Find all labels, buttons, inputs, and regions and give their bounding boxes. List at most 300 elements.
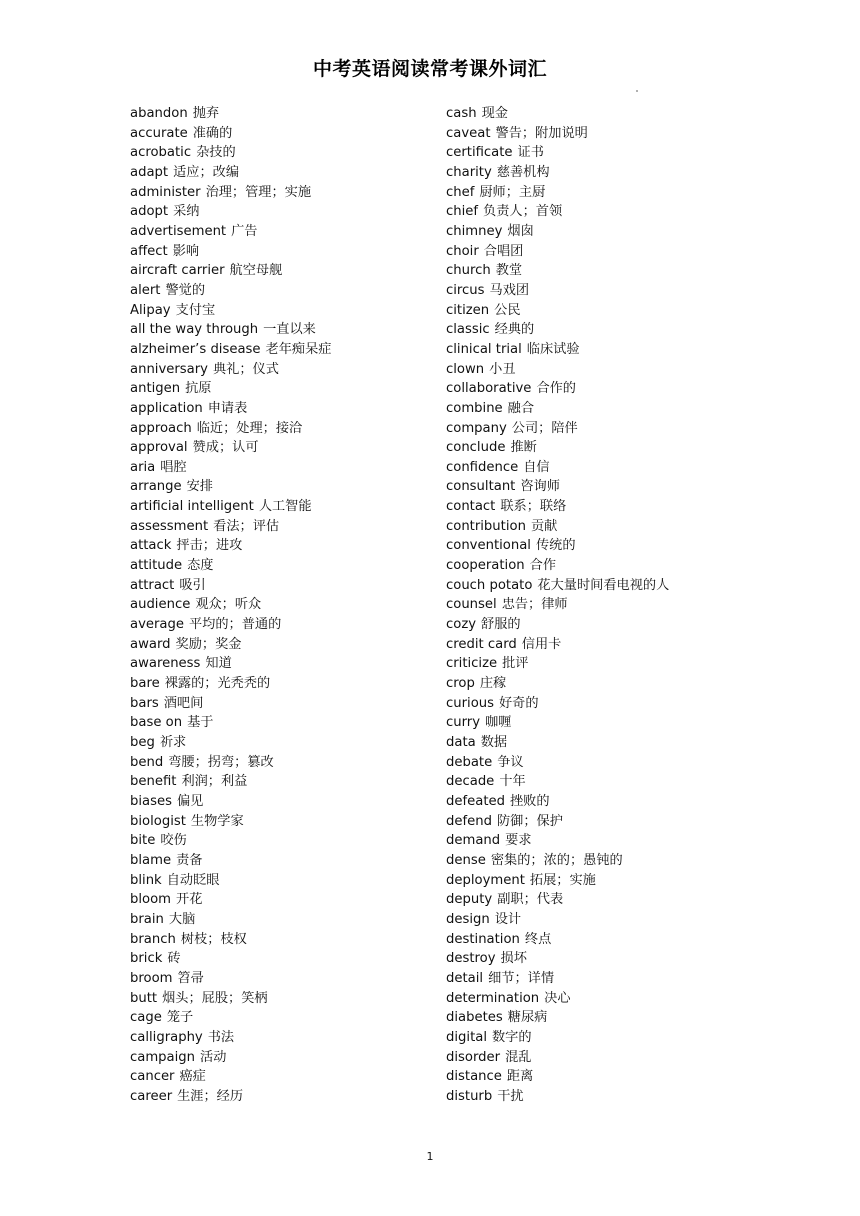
vocab-word: cancer bbox=[130, 1069, 175, 1085]
vocab-meaning: 损坏 bbox=[500, 951, 527, 967]
vocab-entry bbox=[130, 930, 430, 950]
vocab-word: adopt bbox=[130, 204, 169, 220]
vocab-word: bend bbox=[130, 754, 164, 770]
vocab-entry bbox=[130, 969, 430, 989]
vocab-entry bbox=[446, 635, 776, 655]
vocab-meaning: 治理；管理；实施 bbox=[205, 184, 312, 200]
vocab-meaning: 开花 bbox=[176, 892, 203, 908]
vocab-meaning: 弯腰；拐弯；篡改 bbox=[168, 754, 274, 770]
vocab-entry bbox=[446, 163, 776, 183]
vocab-entry bbox=[130, 340, 430, 360]
vocab-word: aria bbox=[130, 459, 156, 475]
vocab-word: blame bbox=[130, 852, 172, 868]
vocab-entry bbox=[446, 969, 776, 989]
vocab-entry bbox=[446, 595, 776, 615]
vocab-entry bbox=[130, 399, 430, 419]
vocab-meaning: 厨师；主厨 bbox=[479, 184, 546, 200]
vocab-meaning: 混乱 bbox=[505, 1049, 532, 1065]
vocab-meaning: 观众；听众 bbox=[195, 597, 262, 613]
vocab-entry bbox=[446, 772, 776, 792]
vocab-word: clown bbox=[446, 361, 485, 377]
vocab-entry bbox=[446, 694, 776, 714]
vocab-meaning: 酒吧间 bbox=[163, 695, 204, 711]
vocab-word: cash bbox=[446, 106, 477, 121]
vocab-meaning: 自动眨眼 bbox=[166, 872, 220, 888]
vocab-meaning: 负责人；首领 bbox=[483, 204, 563, 220]
vocab-entry bbox=[446, 124, 776, 144]
vocab-meaning: 咖喱 bbox=[485, 715, 512, 731]
vocab-word: cozy bbox=[446, 617, 477, 633]
vocab-meaning: 副职；代表 bbox=[497, 892, 564, 908]
vocab-entry bbox=[446, 753, 776, 773]
vocab-word: biologist bbox=[130, 813, 186, 829]
vocab-entry bbox=[130, 143, 430, 163]
vocab-entry bbox=[130, 674, 430, 694]
vocab-meaning: 生涯；经历 bbox=[177, 1088, 244, 1104]
vocab-word: anniversary bbox=[130, 361, 208, 377]
vocab-meaning: 知道 bbox=[205, 656, 232, 672]
vocab-meaning: 公司；陪伴 bbox=[511, 420, 578, 436]
vocab-meaning: 唱腔 bbox=[160, 459, 187, 475]
vocab-entry bbox=[130, 595, 430, 615]
vocab-entry bbox=[446, 360, 776, 380]
vocab-meaning: 杂技的 bbox=[196, 145, 236, 161]
vocab-word: advertisement bbox=[130, 223, 227, 239]
vocab-meaning: 适应；改编 bbox=[173, 164, 240, 180]
vocab-meaning: 庄稼 bbox=[479, 676, 507, 692]
vocab-entry bbox=[446, 261, 776, 281]
vocab-word: crop bbox=[446, 676, 475, 692]
vocab-word: approval bbox=[130, 440, 188, 456]
vocab-entry bbox=[130, 517, 430, 537]
vocab-word: broom bbox=[130, 970, 173, 986]
vocab-meaning: 偏见 bbox=[176, 793, 204, 809]
vocab-entry bbox=[130, 477, 430, 497]
vocab-word: calligraphy bbox=[130, 1029, 203, 1045]
vocab-entry bbox=[130, 713, 430, 733]
vocab-word: cooperation bbox=[446, 558, 525, 574]
vocab-word: determination bbox=[446, 990, 540, 1006]
vocab-word: career bbox=[130, 1088, 173, 1104]
vocab-entry bbox=[446, 536, 776, 556]
vocab-entry bbox=[446, 910, 776, 930]
vocab-word: distance bbox=[446, 1069, 502, 1085]
vocab-meaning: 安排 bbox=[186, 479, 213, 495]
vocab-word: attitude bbox=[130, 558, 183, 574]
vocab-meaning: 利润；利益 bbox=[181, 774, 248, 790]
vocab-meaning: 烟囱 bbox=[507, 223, 534, 239]
vocab-entry bbox=[130, 104, 430, 124]
vocab-meaning: 裸露的；光秃秃的 bbox=[164, 676, 271, 692]
vocab-meaning: 拓展；实施 bbox=[529, 872, 596, 888]
vocab-word: deputy bbox=[446, 892, 493, 908]
vocab-word: decade bbox=[446, 774, 495, 790]
vocab-entry bbox=[446, 654, 776, 674]
vocab-meaning: 典礼；仪式 bbox=[212, 361, 279, 377]
vocab-entry bbox=[446, 831, 776, 851]
page-number: 1 bbox=[426, 1150, 434, 1163]
vocab-word: chimney bbox=[446, 223, 503, 239]
vocab-word: accurate bbox=[130, 125, 188, 141]
vocab-meaning: 奖励；奖金 bbox=[175, 636, 242, 652]
vocab-word: deployment bbox=[446, 872, 525, 888]
vocab-entry bbox=[130, 222, 430, 242]
vocab-word: curious bbox=[446, 695, 494, 711]
vocab-entry bbox=[446, 281, 776, 301]
vocab-word: bloom bbox=[130, 892, 172, 908]
vocab-entry bbox=[130, 360, 430, 380]
vocab-entry bbox=[446, 202, 776, 222]
vocab-meaning: 活动 bbox=[200, 1049, 227, 1065]
vocab-word: Alipay bbox=[130, 302, 171, 318]
vocab-entry bbox=[130, 497, 430, 517]
vocab-word: design bbox=[446, 911, 490, 927]
vocab-meaning: 贡献 bbox=[530, 518, 558, 534]
vocab-word: clinical trial bbox=[446, 341, 522, 357]
vocab-entry bbox=[446, 949, 776, 969]
vocab-word: butt bbox=[130, 990, 158, 1006]
vocab-word: collaborative bbox=[446, 381, 532, 397]
vocab-meaning: 设计 bbox=[494, 911, 522, 927]
vocab-meaning: 支付宝 bbox=[175, 302, 216, 318]
vocab-word: branch bbox=[130, 931, 176, 947]
vocab-word: data bbox=[446, 735, 476, 750]
vocab-meaning: 要求 bbox=[505, 833, 532, 849]
vocab-entry bbox=[130, 1028, 430, 1048]
vocab-entry bbox=[130, 1008, 430, 1028]
vocab-entry bbox=[446, 477, 776, 497]
vocab-entry bbox=[446, 1067, 776, 1087]
vocab-meaning: 数字的 bbox=[492, 1029, 532, 1045]
vocab-meaning: 警觉的 bbox=[165, 282, 206, 298]
vocab-word: bars bbox=[130, 695, 159, 711]
vocab-entry bbox=[446, 242, 776, 262]
vocab-word: alzheimer’s disease bbox=[130, 341, 261, 357]
vocab-entry bbox=[446, 301, 776, 321]
vocab-word: approach bbox=[130, 420, 192, 436]
vocab-meaning: 临近；处理；接洽 bbox=[196, 420, 303, 436]
vocab-meaning: 赞成；认可 bbox=[192, 440, 259, 456]
vocab-word: conclude bbox=[446, 440, 506, 456]
vocab-meaning: 生物学家 bbox=[190, 813, 244, 829]
vocab-word: arrange bbox=[130, 479, 182, 495]
vocab-meaning: 咨询师 bbox=[520, 479, 560, 495]
vocab-word: assessment bbox=[130, 518, 209, 534]
vocab-entry bbox=[130, 635, 430, 655]
vocab-entry bbox=[130, 124, 430, 144]
vocab-meaning: 抗原 bbox=[185, 381, 212, 397]
vocab-entry bbox=[130, 163, 430, 183]
vocab-word: circus bbox=[446, 282, 485, 298]
vocab-entry bbox=[130, 379, 430, 399]
vocab-meaning: 书法 bbox=[207, 1029, 235, 1045]
vocab-entry bbox=[130, 851, 430, 871]
vocab-entry bbox=[446, 340, 776, 360]
vocab-word: demand bbox=[446, 833, 501, 849]
vocab-word: brain bbox=[130, 911, 164, 927]
vocab-word: alert bbox=[130, 282, 161, 298]
vocab-word: adapt bbox=[130, 164, 169, 180]
vocab-word: contribution bbox=[446, 518, 526, 534]
vocab-entry bbox=[446, 1087, 776, 1107]
vocab-word: destroy bbox=[446, 951, 496, 967]
vocab-word: confidence bbox=[446, 459, 519, 475]
vocab-word: credit card bbox=[446, 636, 517, 652]
vocab-entry bbox=[130, 536, 430, 556]
vocab-meaning: 合唱团 bbox=[483, 243, 524, 259]
vocab-meaning: 争议 bbox=[497, 754, 524, 770]
vocab-entry bbox=[130, 1087, 430, 1107]
vocab-word: attract bbox=[130, 577, 175, 593]
vocab-meaning: 基于 bbox=[187, 715, 214, 731]
vocab-entry bbox=[446, 733, 776, 753]
vocab-word: biases bbox=[130, 793, 172, 809]
vocab-word: couch potato bbox=[446, 577, 533, 593]
vocab-meaning: 信用卡 bbox=[521, 636, 562, 652]
vocab-meaning: 采纳 bbox=[173, 204, 200, 220]
vocab-meaning: 临床试验 bbox=[526, 341, 580, 357]
vocab-meaning: 推断 bbox=[510, 440, 537, 456]
vocab-entry bbox=[130, 615, 430, 635]
vocab-meaning: 慈善机构 bbox=[496, 164, 550, 180]
vocab-word: administer bbox=[130, 184, 201, 200]
vocab-entry bbox=[130, 1048, 430, 1068]
vocab-entry bbox=[446, 792, 776, 812]
vocabulary-column-right bbox=[446, 104, 776, 1106]
vocab-meaning: 态度 bbox=[187, 558, 214, 574]
vocab-word: caveat bbox=[446, 125, 491, 141]
vocab-entry bbox=[446, 1048, 776, 1068]
vocab-meaning: 祈求 bbox=[159, 735, 187, 750]
vocab-entry bbox=[446, 379, 776, 399]
vocab-word: counsel bbox=[446, 597, 497, 613]
vocab-meaning: 舒服的 bbox=[481, 617, 521, 633]
vocab-word: attack bbox=[130, 538, 172, 554]
vocab-entry bbox=[130, 301, 430, 321]
page-title: 中考英语阅读常考课外词汇 bbox=[312, 58, 547, 80]
vocab-meaning: 好奇的 bbox=[499, 695, 539, 711]
vocab-entry bbox=[446, 1028, 776, 1048]
vocab-entry bbox=[130, 772, 430, 792]
vocab-word: bare bbox=[130, 676, 160, 692]
vocab-entry bbox=[130, 890, 430, 910]
vocab-meaning: 传统的 bbox=[535, 538, 576, 554]
vocab-meaning: 影响 bbox=[172, 243, 200, 259]
vocab-word: blink bbox=[130, 872, 162, 888]
vocab-meaning: 决心 bbox=[544, 990, 571, 1006]
vocab-word: dense bbox=[446, 852, 486, 868]
vocab-word: awareness bbox=[130, 656, 201, 672]
vocab-meaning: 终点 bbox=[524, 931, 552, 947]
vocab-meaning: 距离 bbox=[506, 1069, 534, 1085]
vocab-meaning: 融合 bbox=[507, 400, 535, 416]
vocab-entry bbox=[446, 812, 776, 832]
vocab-entry bbox=[130, 1067, 430, 1087]
vocab-entry bbox=[446, 851, 776, 871]
vocab-entry bbox=[130, 910, 430, 930]
vocab-entry bbox=[446, 143, 776, 163]
vocab-word: criticize bbox=[446, 656, 498, 672]
vocab-entry bbox=[130, 202, 430, 222]
vocab-word: defeated bbox=[446, 793, 505, 809]
vocab-meaning: 吸引 bbox=[179, 577, 206, 593]
vocab-meaning: 教堂 bbox=[495, 263, 523, 279]
vocab-word: disorder bbox=[446, 1049, 501, 1065]
vocab-meaning: 公民 bbox=[494, 302, 521, 318]
vocab-word: defend bbox=[446, 813, 492, 829]
vocab-word: certificate bbox=[446, 145, 513, 161]
vocab-meaning: 癌症 bbox=[179, 1069, 206, 1085]
vocab-meaning: 现金 bbox=[481, 106, 508, 121]
vocab-entry bbox=[130, 831, 430, 851]
vocab-entry bbox=[130, 281, 430, 301]
vocab-word: artificial intelligent bbox=[130, 499, 254, 515]
vocab-entry bbox=[446, 713, 776, 733]
vocab-entry bbox=[446, 222, 776, 242]
vocab-word: company bbox=[446, 420, 507, 436]
vocab-meaning: 申请表 bbox=[207, 400, 248, 416]
vocab-word: conventional bbox=[446, 538, 531, 554]
vocab-meaning: 忠告；律师 bbox=[501, 597, 568, 613]
vocab-word: cage bbox=[130, 1010, 162, 1026]
vocab-entry bbox=[130, 812, 430, 832]
vocab-meaning: 航空母舰 bbox=[229, 263, 283, 279]
vocab-meaning: 证书 bbox=[517, 145, 544, 161]
vocab-meaning: 准确的 bbox=[192, 125, 233, 141]
vocab-entry bbox=[446, 615, 776, 635]
vocab-entry bbox=[130, 989, 430, 1009]
vocab-entry bbox=[130, 320, 430, 340]
vocab-entry bbox=[130, 733, 430, 753]
vocab-word: combine bbox=[446, 400, 503, 416]
vocab-meaning: 防御；保护 bbox=[496, 813, 563, 829]
vocab-meaning: 花大量时间看电视的人 bbox=[537, 577, 670, 593]
vocab-entry bbox=[446, 871, 776, 891]
vocab-meaning: 大脑 bbox=[168, 911, 196, 927]
vocab-entry bbox=[130, 419, 430, 439]
vocab-word: campaign bbox=[130, 1049, 196, 1065]
vocab-entry bbox=[130, 458, 430, 478]
vocab-entry bbox=[130, 654, 430, 674]
vocab-word: base on bbox=[130, 715, 183, 731]
vocab-word: acrobatic bbox=[130, 145, 192, 161]
vocab-meaning: 老年痴呆症 bbox=[265, 341, 332, 357]
vocab-meaning: 合作 bbox=[529, 558, 557, 574]
vocab-meaning: 干扰 bbox=[497, 1088, 524, 1104]
vocab-meaning: 笤帚 bbox=[177, 970, 204, 986]
vocab-meaning: 糖尿病 bbox=[507, 1010, 548, 1026]
vocab-entry bbox=[130, 576, 430, 596]
vocab-meaning: 广告 bbox=[231, 223, 258, 239]
vocab-entry bbox=[130, 183, 430, 203]
vocab-entry bbox=[446, 419, 776, 439]
vocab-word: brick bbox=[130, 951, 163, 967]
stray-dot-mark bbox=[636, 90, 638, 92]
vocab-word: antigen bbox=[130, 381, 181, 397]
vocab-meaning: 自信 bbox=[523, 459, 550, 475]
vocab-meaning: 联系；联络 bbox=[500, 499, 567, 515]
vocab-word: chief bbox=[446, 204, 479, 220]
vocab-meaning: 烟头；屁股；笑柄 bbox=[162, 990, 268, 1006]
vocab-entry bbox=[446, 497, 776, 517]
vocab-entry bbox=[130, 792, 430, 812]
vocab-meaning: 小丑 bbox=[489, 361, 516, 377]
vocab-entry bbox=[446, 438, 776, 458]
vocab-meaning: 密集的；浓的；愚钝的 bbox=[490, 852, 623, 868]
vocab-word: digital bbox=[446, 1029, 487, 1045]
vocab-meaning: 一直以来 bbox=[263, 322, 316, 338]
vocab-word: citizen bbox=[446, 302, 490, 318]
vocab-word: destination bbox=[446, 931, 520, 947]
vocab-entry bbox=[130, 753, 430, 773]
vocab-word: affect bbox=[130, 243, 168, 259]
vocab-word: benefit bbox=[130, 774, 177, 790]
vocab-word: disturb bbox=[446, 1088, 493, 1104]
vocab-meaning: 抨击；进攻 bbox=[176, 538, 243, 554]
vocab-meaning: 十年 bbox=[499, 774, 526, 790]
vocab-entry bbox=[446, 576, 776, 596]
vocab-word: charity bbox=[446, 164, 492, 180]
vocab-entry bbox=[446, 183, 776, 203]
vocab-entry bbox=[130, 694, 430, 714]
vocab-entry bbox=[446, 556, 776, 576]
vocab-meaning: 人工智能 bbox=[258, 499, 312, 515]
vocab-entry bbox=[446, 1008, 776, 1028]
vocab-word: debate bbox=[446, 754, 493, 770]
vocab-entry bbox=[446, 674, 776, 694]
vocab-word: classic bbox=[446, 322, 490, 338]
vocab-meaning: 砖 bbox=[167, 951, 181, 967]
vocab-word: curry bbox=[446, 715, 481, 731]
vocab-word: audience bbox=[130, 597, 191, 613]
vocab-meaning: 细节；详情 bbox=[488, 970, 555, 986]
vocab-entry bbox=[130, 261, 430, 281]
vocab-meaning: 笼子 bbox=[166, 1010, 194, 1026]
vocab-word: consultant bbox=[446, 479, 516, 495]
vocab-word: contact bbox=[446, 499, 496, 515]
vocab-meaning: 树枝；枝权 bbox=[180, 931, 247, 947]
vocab-word: average bbox=[130, 617, 184, 633]
vocab-entry bbox=[446, 517, 776, 537]
vocab-entry bbox=[446, 989, 776, 1009]
vocab-meaning: 咬伤 bbox=[160, 833, 187, 849]
vocab-entry bbox=[446, 890, 776, 910]
vocab-entry bbox=[446, 104, 776, 124]
vocab-meaning: 经典的 bbox=[494, 322, 535, 338]
vocab-meaning: 抛弃 bbox=[192, 106, 220, 121]
vocab-word: application bbox=[130, 400, 203, 416]
vocab-entry bbox=[446, 930, 776, 950]
vocab-word: choir bbox=[446, 243, 479, 259]
vocab-entry bbox=[130, 871, 430, 891]
vocab-entry bbox=[130, 438, 430, 458]
vocab-entry bbox=[130, 949, 430, 969]
vocab-meaning: 数据 bbox=[480, 735, 508, 750]
vocab-word: abandon bbox=[130, 106, 188, 121]
vocab-word: detail bbox=[446, 970, 484, 986]
vocab-entry bbox=[446, 458, 776, 478]
vocab-meaning: 警告；附加说明 bbox=[495, 125, 588, 141]
vocab-meaning: 合作的 bbox=[536, 381, 576, 397]
vocab-meaning: 看法；评估 bbox=[213, 518, 280, 534]
vocab-word: beg bbox=[130, 735, 155, 750]
vocab-entry bbox=[446, 320, 776, 340]
vocab-word: bite bbox=[130, 833, 156, 849]
vocab-meaning: 马戏团 bbox=[489, 282, 530, 298]
vocab-word: chef bbox=[446, 184, 475, 200]
vocab-word: award bbox=[130, 636, 171, 652]
vocab-meaning: 挫败的 bbox=[509, 793, 550, 809]
